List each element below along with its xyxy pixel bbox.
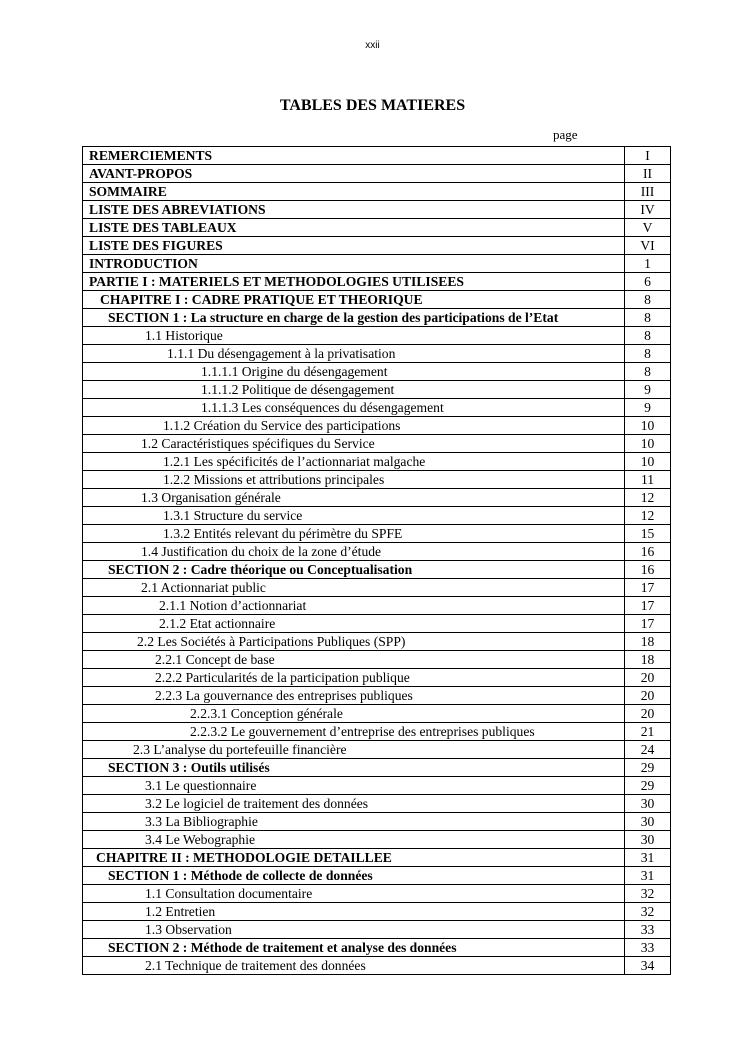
table-row xyxy=(83,741,671,759)
toc-entry-page: 29 xyxy=(625,759,671,777)
table-of-contents xyxy=(82,146,671,975)
toc-entry-label: LISTE DES FIGURES xyxy=(83,237,625,255)
table-row xyxy=(83,309,671,327)
toc-entry-page: 8 xyxy=(625,327,671,345)
page-number: xxii xyxy=(365,40,380,51)
toc-entry-page: 9 xyxy=(625,399,671,417)
toc-entry-label: 1.2 Entretien xyxy=(83,903,625,921)
toc-entry-page: 17 xyxy=(625,615,671,633)
toc-entry-label: 1.3.2 Entités relevant du périmètre du SPFE xyxy=(83,525,625,543)
toc-entry-page: 16 xyxy=(625,561,671,579)
table-row xyxy=(83,489,671,507)
toc-entry-page: 10 xyxy=(625,417,671,435)
table-row xyxy=(83,543,671,561)
toc-entry-page: VI xyxy=(625,237,671,255)
toc-entry-page: 9 xyxy=(625,381,671,399)
table-row xyxy=(83,417,671,435)
table-row xyxy=(83,669,671,687)
toc-entry-label: SECTION 3 : Outils utilisés xyxy=(83,759,625,777)
table-row xyxy=(83,327,671,345)
toc-entry-label: 1.1 Historique xyxy=(83,327,625,345)
toc-entry-label: 2.3 L’analyse du portefeuille financière xyxy=(83,741,625,759)
toc-entry-page: 8 xyxy=(625,345,671,363)
toc-entry-label: INTRODUCTION xyxy=(83,255,625,273)
toc-entry-page: 17 xyxy=(625,579,671,597)
table-row xyxy=(83,903,671,921)
table-row xyxy=(83,399,671,417)
toc-entry-label: 1.1.1 Du désengagement à la privatisation xyxy=(83,345,625,363)
toc-entry-page: 31 xyxy=(625,867,671,885)
toc-entry-label: REMERCIEMENTS xyxy=(83,147,625,165)
toc-entry-label: 2.2.1 Concept de base xyxy=(83,651,625,669)
table-row xyxy=(83,921,671,939)
toc-entry-label: 3.4 Le Webographie xyxy=(83,831,625,849)
toc-entry-label: 1.2 Caractéristiques spécifiques du Service xyxy=(83,435,625,453)
table-row xyxy=(83,345,671,363)
toc-entry-page: 12 xyxy=(625,507,671,525)
toc-entry-page: V xyxy=(625,219,671,237)
table-row xyxy=(83,651,671,669)
table-row xyxy=(83,579,671,597)
toc-entry-label: AVANT-PROPOS xyxy=(83,165,625,183)
toc-entry-label: 1.1.2 Création du Service des participations xyxy=(83,417,625,435)
toc-entry-label: 2.1.1 Notion d’actionnariat xyxy=(83,597,625,615)
toc-entry-label: CHAPITRE II : METHODOLOGIE DETAILLEE xyxy=(83,849,625,867)
toc-entry-label: 1.4 Justification du choix de la zone d’étude xyxy=(83,543,625,561)
toc-entry-page: 16 xyxy=(625,543,671,561)
table-row xyxy=(83,687,671,705)
toc-entry-label: 1.1.1.1 Origine du désengagement xyxy=(83,363,625,381)
table-row xyxy=(83,183,671,201)
toc-entry-page: 15 xyxy=(625,525,671,543)
table-row xyxy=(83,219,671,237)
table-row xyxy=(83,723,671,741)
toc-entry-page: III xyxy=(625,183,671,201)
toc-entry-label: SECTION 2 : Méthode de traitement et analyse des données xyxy=(83,939,625,957)
toc-entry-page: 10 xyxy=(625,435,671,453)
toc-entry-label: 1.3 Observation xyxy=(83,921,625,939)
toc-entry-page: 8 xyxy=(625,363,671,381)
toc-entry-label: 2.2.3.1 Conception générale xyxy=(83,705,625,723)
toc-entry-label: LISTE DES ABREVIATIONS xyxy=(83,201,625,219)
toc-entry-page: 31 xyxy=(625,849,671,867)
table-row xyxy=(83,939,671,957)
table-row xyxy=(83,237,671,255)
table-row xyxy=(83,381,671,399)
toc-entry-page: 8 xyxy=(625,309,671,327)
toc-entry-page: 11 xyxy=(625,471,671,489)
toc-entry-page: 30 xyxy=(625,813,671,831)
toc-entry-page: 34 xyxy=(625,957,671,975)
table-row xyxy=(83,525,671,543)
table-row xyxy=(83,849,671,867)
toc-entry-page: 10 xyxy=(625,453,671,471)
toc-entry-label: 1.3.1 Structure du service xyxy=(83,507,625,525)
table-row xyxy=(83,363,671,381)
table-row xyxy=(83,885,671,903)
toc-entry-page: 17 xyxy=(625,597,671,615)
page-column-label: page xyxy=(553,127,578,142)
toc-entry-label: 1.2.1 Les spécificités de l’actionnariat malgache xyxy=(83,453,625,471)
toc-entry-page: 8 xyxy=(625,291,671,309)
toc-entry-page: 18 xyxy=(625,651,671,669)
table-row xyxy=(83,813,671,831)
toc-entry-page: 29 xyxy=(625,777,671,795)
table-row xyxy=(83,435,671,453)
toc-entry-label: SECTION 1 : La structure en charge de la gestion des participations de l’Etat xyxy=(83,309,625,327)
table-row xyxy=(83,165,671,183)
toc-entry-label: 2.1.2 Etat actionnaire xyxy=(83,615,625,633)
table-row xyxy=(83,795,671,813)
toc-entry-page: 33 xyxy=(625,939,671,957)
table-row xyxy=(83,147,671,165)
toc-entry-label: 2.2.3 La gouvernance des entreprises publiques xyxy=(83,687,625,705)
toc-entry-label: 2.1 Actionnariat public xyxy=(83,579,625,597)
toc-entry-page: 18 xyxy=(625,633,671,651)
toc-entry-label: 1.1.1.3 Les conséquences du désengagement xyxy=(83,399,625,417)
toc-entry-label: 1.1.1.2 Politique de désengagement xyxy=(83,381,625,399)
toc-entry-label: CHAPITRE I : CADRE PRATIQUE ET THEORIQUE xyxy=(83,291,625,309)
table-row xyxy=(83,867,671,885)
toc-entry-label: 3.1 Le questionnaire xyxy=(83,777,625,795)
toc-entry-label: 1.1 Consultation documentaire xyxy=(83,885,625,903)
toc-entry-label: 2.2 Les Sociétés à Participations Publiques (SPP) xyxy=(83,633,625,651)
table-row xyxy=(83,561,671,579)
toc-entry-page: 20 xyxy=(625,669,671,687)
toc-entry-label: SECTION 1 : Méthode de collecte de données xyxy=(83,867,625,885)
toc-entry-label: SECTION 2 : Cadre théorique ou Conceptualisation xyxy=(83,561,625,579)
toc-entry-page: 33 xyxy=(625,921,671,939)
document-title: TABLES DES MATIERES xyxy=(279,97,466,114)
toc-entry-page: 6 xyxy=(625,273,671,291)
toc-entry-page: II xyxy=(625,165,671,183)
table-row xyxy=(83,453,671,471)
toc-entry-page: I xyxy=(625,147,671,165)
toc-entry-label: 3.3 La Bibliographie xyxy=(83,813,625,831)
toc-entry-label: 2.2.3.2 Le gouvernement d’entreprise des entreprises publiques xyxy=(83,723,625,741)
toc-entry-page: IV xyxy=(625,201,671,219)
toc-entry-page: 1 xyxy=(625,255,671,273)
toc-entry-page: 20 xyxy=(625,687,671,705)
toc-entry-page: 24 xyxy=(625,741,671,759)
table-row xyxy=(83,507,671,525)
table-row xyxy=(83,291,671,309)
table-row xyxy=(83,705,671,723)
table-row xyxy=(83,201,671,219)
toc-entry-page: 32 xyxy=(625,903,671,921)
table-row xyxy=(83,471,671,489)
table-row xyxy=(83,777,671,795)
table-row xyxy=(83,759,671,777)
toc-entry-page: 32 xyxy=(625,885,671,903)
toc-entry-label: 1.3 Organisation générale xyxy=(83,489,625,507)
toc-entry-label: PARTIE I : MATERIELS ET METHODOLOGIES UTILISEES xyxy=(83,273,625,291)
toc-entry-label: 1.2.2 Missions et attributions principales xyxy=(83,471,625,489)
toc-entry-label: LISTE DES TABLEAUX xyxy=(83,219,625,237)
table-row xyxy=(83,615,671,633)
table-row xyxy=(83,597,671,615)
toc-entry-label: 2.1 Technique de traitement des données xyxy=(83,957,625,975)
toc-entry-page: 21 xyxy=(625,723,671,741)
toc-entry-label: 3.2 Le logiciel de traitement des données xyxy=(83,795,625,813)
table-row xyxy=(83,633,671,651)
table-row xyxy=(83,831,671,849)
toc-entry-page: 30 xyxy=(625,795,671,813)
table-row xyxy=(83,957,671,975)
toc-entry-label: 2.2.2 Particularités de la participation publique xyxy=(83,669,625,687)
table-row xyxy=(83,273,671,291)
toc-entry-page: 12 xyxy=(625,489,671,507)
toc-entry-page: 30 xyxy=(625,831,671,849)
toc-entry-label: SOMMAIRE xyxy=(83,183,625,201)
table-row xyxy=(83,255,671,273)
toc-entry-page: 20 xyxy=(625,705,671,723)
